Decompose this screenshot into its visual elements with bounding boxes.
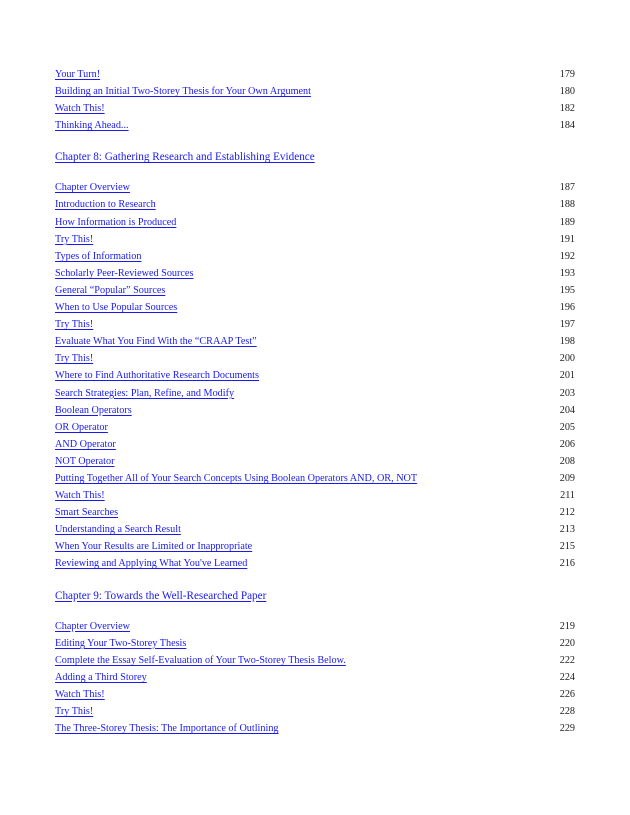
toc-page-number: 206 [559,438,575,450]
toc-entry-link[interactable]: Building an Initial Two-Storey Thesis for Your Own Argument [55,86,311,98]
toc-page-number: 200 [559,353,575,365]
toc-entry [55,350,575,367]
toc-entry-link[interactable]: Introduction to Research [55,199,156,211]
toc-entry [55,555,575,572]
toc-entry-link[interactable]: Try This! [55,319,94,331]
toc-entry [55,299,575,316]
toc-entry [55,436,575,453]
toc-entry-link[interactable]: Adding a Third Storey [55,671,147,683]
toc-entry-link[interactable]: Chapter Overview [55,182,130,194]
toc-page-number: 226 [559,688,575,700]
toc-page-number: 180 [559,86,575,98]
toc-entry-link[interactable]: Chapter Overview [55,620,130,632]
toc-entry [55,487,575,504]
toc-entry-link[interactable]: Where to Find Authoritative Research Documents [55,370,259,382]
toc-entry [55,214,575,231]
toc-entry [55,453,575,470]
toc-page-number: 196 [559,302,575,314]
toc-entry [55,66,575,83]
toc-page-number: 216 [559,558,575,570]
toc-entry [55,686,575,703]
toc-entry [55,179,575,196]
toc-entry [55,83,575,100]
toc-entry-link[interactable]: General “Popular” Sources [55,284,166,296]
toc-page-number: 179 [559,69,575,80]
toc-entry-link[interactable]: Putting Together All of Your Search Concepts Using Boolean Operators AND, OR, NOT [55,472,418,484]
chapter-link[interactable]: Chapter 9: Towards the Well-Researched Paper [55,589,267,602]
toc-entry [55,720,575,737]
toc-entry-link[interactable]: Reviewing and Applying What You've Learned [55,558,248,570]
toc-entry [55,385,575,402]
toc-entry-link[interactable]: Understanding a Search Result [55,524,181,536]
toc-page-number: 215 [559,541,575,553]
toc-entry-link[interactable]: Boolean Operators [55,404,132,416]
toc-page-number: 193 [559,267,575,279]
toc-page-number: 195 [559,284,575,296]
toc-entry [55,470,575,487]
toc-page-number: 224 [559,671,575,683]
chapter-link[interactable]: Chapter 8: Gathering Research and Establishing Evidence [55,151,315,164]
toc-entry [55,538,575,555]
toc-entry [55,419,575,436]
toc-entry-link[interactable]: When to Use Popular Sources [55,302,178,314]
toc-entry-link[interactable]: Search Strategies: Plan, Refine, and Modify [55,387,235,399]
toc-entry [55,703,575,720]
chapter-heading [55,149,575,166]
toc-entry-link[interactable]: NOT Operator [55,455,115,467]
toc-entry-link[interactable]: AND Operator [55,438,116,450]
table-of-contents [55,66,575,737]
toc-entry-link[interactable]: How Information is Produced [55,216,177,228]
toc-entry [55,117,575,134]
toc-entry-link[interactable]: Complete the Essay Self-Evaluation of Your Two-Storey Thesis Below. [55,654,346,666]
toc-entry [55,265,575,282]
toc-entry [55,248,575,265]
toc-page-number: 228 [559,706,575,717]
toc-page-number: 211 [560,490,575,502]
toc-entry [55,367,575,384]
toc-entry-link[interactable]: Editing Your Two-Storey Thesis [55,637,187,649]
toc-entry-link[interactable]: Try This! [55,706,94,717]
toc-entry-link[interactable]: Try This! [55,233,94,245]
toc-entry [55,231,575,248]
toc-page-number: 220 [559,637,575,649]
toc-page-number: 191 [559,233,575,245]
toc-entry-link[interactable]: Watch This! [55,490,105,502]
toc-page-number: 219 [559,620,575,632]
toc-page-number: 182 [559,103,575,115]
toc-entry [55,618,575,635]
toc-page-number: 208 [559,455,575,467]
toc-entry [55,282,575,299]
toc-entry [55,333,575,350]
toc-entry-link[interactable]: OR Operator [55,421,108,433]
toc-page-number: 212 [559,507,575,519]
toc-entry-link[interactable]: When Your Results are Limited or Inappropriate [55,541,253,553]
toc-page-number: 187 [559,182,575,194]
toc-entry-link[interactable]: Your Turn! [55,69,101,80]
toc-entry [55,402,575,419]
toc-page-number: 189 [559,216,575,228]
toc-entry-link[interactable]: Thinking Ahead... [55,120,129,132]
toc-page-number: 192 [559,250,575,262]
toc-page-number: 213 [559,524,575,536]
toc-entry [55,196,575,213]
toc-entry [55,100,575,117]
toc-page-number: 204 [559,404,575,416]
toc-entry-link[interactable]: Try This! [55,353,94,365]
toc-page-number: 222 [559,654,575,666]
toc-entry [55,669,575,686]
toc-page-number: 203 [559,387,575,399]
toc-entry-link[interactable]: Watch This! [55,103,105,115]
toc-entry [55,635,575,652]
toc-entry [55,652,575,669]
toc-entry [55,504,575,521]
toc-page-number: 184 [559,120,575,132]
toc-entry [55,316,575,333]
toc-entry-link[interactable]: Evaluate What You Find With the “CRAAP Test” [55,336,257,348]
toc-page-number: 205 [559,421,575,433]
toc-entry-link[interactable]: Smart Searches [55,507,119,519]
toc-entry [55,521,575,538]
chapter-heading [55,588,575,605]
toc-page-number: 198 [559,336,575,348]
toc-entry-link[interactable]: The Three-Storey Thesis: The Importance of Outlining [55,723,279,735]
toc-page-number: 197 [559,319,575,331]
toc-page-number: 188 [559,199,575,211]
toc-page-number: 209 [559,472,575,484]
toc-page-number: 201 [559,370,575,382]
toc-entry-link[interactable]: Types of Information [55,250,142,262]
toc-page-number: 229 [559,723,575,735]
toc-entry-link[interactable]: Scholarly Peer-Reviewed Sources [55,267,194,279]
toc-entry-link[interactable]: Watch This! [55,688,105,700]
